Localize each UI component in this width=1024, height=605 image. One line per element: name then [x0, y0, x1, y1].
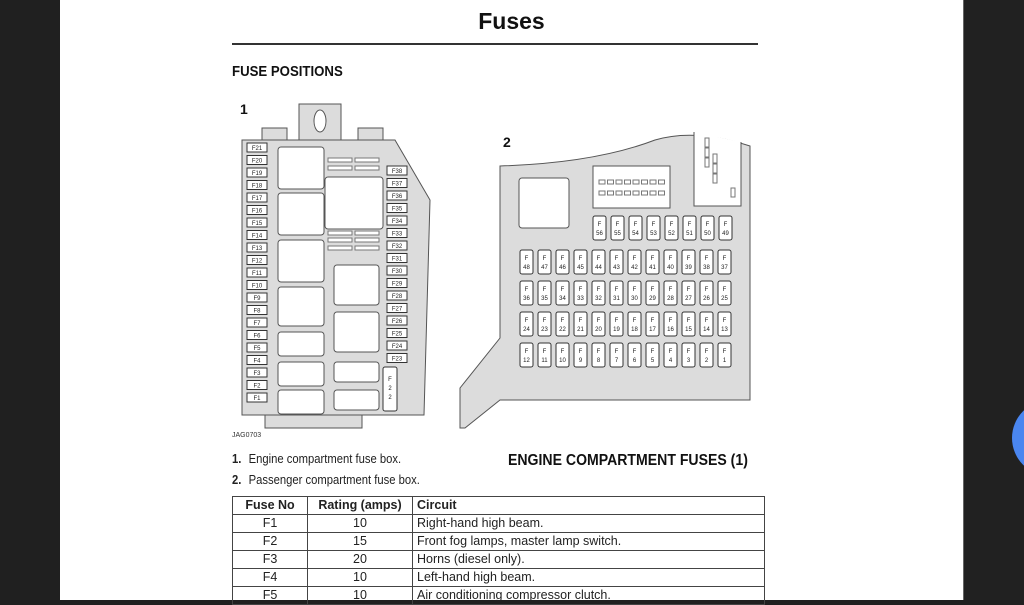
fuse-label: F	[705, 222, 710, 228]
mini-fuse	[355, 238, 379, 242]
fuse-label: F	[686, 256, 691, 262]
table-heading: ENGINE COMPARTMENT FUSES (1)	[508, 452, 748, 469]
fuse-label: 43	[613, 265, 620, 271]
fuse-label: 37	[721, 265, 728, 271]
mini-fuse	[616, 180, 622, 184]
fuse-label: F	[578, 349, 583, 355]
fuse-label: F	[614, 318, 619, 324]
fuse-label: F33	[391, 231, 403, 238]
table-row	[233, 587, 765, 605]
fuse-label: F	[542, 349, 547, 355]
fuse-label: 6	[632, 358, 637, 364]
fuse-label: F16	[251, 208, 263, 215]
mini-fuse	[608, 180, 614, 184]
fuse-label: F	[524, 256, 529, 262]
fuse-label: F	[668, 349, 673, 355]
fuse-label: 53	[650, 231, 657, 237]
engine-fuse-box-diagram	[230, 100, 440, 432]
fuse-label: F19	[251, 171, 263, 177]
figure-1-label: 1	[240, 101, 248, 117]
fuse-label: 10	[559, 358, 566, 364]
fuse-label: F29	[391, 281, 403, 288]
table-row	[233, 515, 765, 533]
mini-fuse	[625, 191, 631, 195]
fuse-label: F	[704, 287, 709, 293]
fuse-label: 2	[388, 395, 392, 401]
circuit-cell: Front fog lamps, master lamp switch.	[413, 533, 765, 551]
mini-fuse	[328, 166, 352, 170]
fuse-label: 16	[667, 327, 674, 333]
fuse-label: 1	[722, 358, 727, 364]
fuse-label: 20	[595, 327, 602, 333]
fuse-label: 34	[559, 296, 566, 302]
mini-fuse	[599, 191, 605, 195]
fuse-table	[232, 496, 765, 605]
fuse-label: F	[650, 287, 655, 293]
fuse-label: F	[597, 222, 602, 228]
fuse-label: F18	[251, 183, 263, 190]
fuse-label: F	[722, 287, 727, 293]
fuse-label: F25	[391, 331, 403, 338]
rating-cell: 10	[308, 515, 413, 533]
fuse-label: F	[632, 318, 637, 324]
fuse-label: 32	[595, 296, 602, 302]
fuse-label: 35	[541, 296, 548, 302]
fuse-label: F20	[251, 158, 263, 165]
fuse-label: F	[615, 222, 620, 228]
mini-fuse	[650, 180, 656, 184]
fuse-label: F2	[253, 383, 261, 390]
fuse-label: F1	[253, 396, 261, 402]
fuse-label: 33	[577, 296, 584, 302]
mount-hole	[314, 110, 326, 132]
fuse-label: 25	[721, 296, 728, 302]
mini-fuse	[642, 191, 648, 195]
fuse-label: 38	[703, 265, 710, 271]
side-tab	[262, 128, 287, 140]
mini-fuse	[328, 231, 352, 235]
rating-cell: 10	[308, 569, 413, 587]
fuse-label: 2	[388, 386, 392, 392]
fuse-label: 2	[704, 358, 709, 364]
mini-fuse	[355, 158, 379, 162]
relay	[278, 362, 324, 386]
fuse-label: F32	[391, 244, 403, 250]
table-row	[233, 569, 765, 587]
fuse-label: F	[560, 349, 565, 355]
fuse-label: 50	[704, 231, 711, 237]
fuse-label: 39	[685, 265, 692, 271]
fuse-label: 11	[541, 358, 548, 364]
fuse-label: F	[704, 349, 709, 355]
fuse-label: F14	[251, 233, 263, 240]
fuse-label: F	[542, 256, 547, 262]
mini-fuse	[731, 188, 735, 197]
mini-fuse	[328, 158, 352, 162]
fuse-label: F	[722, 349, 727, 355]
fuse-label: F	[633, 222, 638, 228]
mini-fuse	[633, 180, 639, 184]
fuse-label: 24	[523, 327, 530, 333]
fuse-cell: F1	[233, 515, 308, 533]
fuse-cell: F2	[233, 533, 308, 551]
fuse-label: 17	[649, 327, 656, 333]
fuse-label: F	[722, 318, 727, 324]
circuit-cell: Right-hand high beam.	[413, 515, 765, 533]
relay	[334, 265, 379, 305]
fuse-label: 54	[632, 231, 639, 237]
document-page	[60, 0, 963, 600]
fuse-label: 55	[614, 231, 621, 237]
fuse-label: F	[596, 318, 601, 324]
fuse-label: F3	[253, 371, 261, 377]
mini-fuse	[616, 191, 622, 195]
mini-fuse	[328, 238, 352, 242]
legend-item: 1. Engine compartment fuse box.	[232, 452, 402, 466]
fuse-label: F5	[253, 346, 261, 352]
fuse-label: F	[651, 222, 656, 228]
section-heading: FUSE POSITIONS	[232, 63, 343, 80]
table-header-row	[233, 497, 765, 515]
legend-item: 2. Passenger compartment fuse box.	[232, 473, 420, 487]
fuse-label: F26	[391, 319, 403, 325]
fuse-label: 56	[596, 231, 603, 237]
fuse-label: F30	[391, 269, 403, 275]
fuse-label: 52	[668, 231, 675, 237]
relay	[278, 147, 324, 189]
fuse-label: F37	[391, 181, 403, 188]
fuse-label: F	[560, 287, 565, 293]
relay	[334, 390, 379, 410]
fuse-label: 5	[650, 358, 655, 364]
fuse-label: F15	[251, 221, 263, 227]
fuse-label: 31	[613, 296, 620, 302]
mini-fuse	[355, 166, 379, 170]
fuse-label: F24	[391, 344, 403, 350]
rating-cell: 15	[308, 533, 413, 551]
circuit-cell: Left-hand high beam.	[413, 569, 765, 587]
relay	[325, 177, 383, 229]
figure-2-label: 2	[503, 134, 511, 150]
fuse-label: F	[722, 256, 727, 262]
fuse-label: 21	[577, 327, 584, 333]
relay	[519, 178, 569, 228]
table-row	[233, 551, 765, 569]
fuse-label: F11	[252, 271, 262, 277]
fuse-label: 30	[631, 296, 638, 302]
relay	[278, 240, 324, 282]
fuse-label: F38	[391, 169, 403, 175]
mini-fuse-block	[593, 166, 670, 208]
fuse-label: 22	[559, 327, 566, 333]
rating-cell: 10	[308, 587, 413, 605]
relay	[334, 362, 379, 382]
fuse-label: F	[578, 318, 583, 324]
relay	[334, 312, 379, 352]
fuse-label: 3	[686, 358, 691, 364]
fuse-label: 41	[649, 265, 656, 271]
mini-fuse	[608, 191, 614, 195]
fuse-label: F	[686, 318, 691, 324]
fuse-label: 27	[685, 296, 692, 302]
mini-fuse	[705, 138, 709, 147]
fuse-label: 19	[613, 327, 620, 333]
passenger-fuse-box-diagram	[455, 128, 755, 433]
fuse-label: 23	[541, 327, 548, 333]
relay	[278, 193, 324, 235]
fuse-label: F	[650, 256, 655, 262]
fuse-label: F	[632, 349, 637, 355]
fuse-label: F	[686, 287, 691, 293]
fuse-label: F	[524, 349, 529, 355]
mini-fuse	[625, 180, 631, 184]
page-title: Fuses	[478, 8, 545, 34]
mini-fuse	[599, 180, 605, 184]
mini-fuse	[705, 158, 709, 167]
fuse-label: F	[560, 318, 565, 324]
fuse-label: F	[596, 287, 601, 293]
fuse-label: F28	[391, 294, 403, 300]
fuse-label: F	[578, 287, 583, 293]
mini-fuse	[633, 191, 639, 195]
fuse-label: 26	[703, 296, 710, 302]
fuse-label: 15	[685, 327, 692, 333]
fuse-label: 9	[578, 358, 583, 364]
fuse-label: 13	[721, 327, 728, 333]
mini-fuse	[659, 191, 665, 195]
fuse-label: 8	[596, 358, 601, 364]
fuse-label: F9	[253, 296, 261, 302]
relay	[278, 332, 324, 356]
fuse-label: F36	[391, 194, 403, 200]
mini-fuse	[328, 246, 352, 250]
fuse-label: F10	[251, 283, 263, 290]
mini-fuse	[713, 154, 717, 163]
fuse-label: F	[686, 349, 691, 355]
mini-fuse	[355, 246, 379, 250]
fuse-label: 49	[722, 231, 729, 237]
fuse-label: 45	[577, 265, 584, 271]
fuse-label: F	[723, 222, 728, 228]
fuse-label: F21	[251, 146, 263, 152]
side-tab	[358, 128, 383, 140]
fuse-label: F8	[253, 308, 261, 315]
table-row	[233, 533, 765, 551]
fuse-label: F7	[253, 321, 261, 327]
fuse-label: F35	[391, 206, 403, 213]
relay	[278, 287, 324, 326]
relay	[278, 390, 324, 414]
fuse-label: F	[650, 318, 655, 324]
mini-fuse	[659, 180, 665, 184]
fuse-label: F	[632, 256, 637, 262]
col-fuse-no: Fuse No	[233, 497, 308, 515]
col-rating: Rating (amps)	[308, 497, 413, 515]
fuse-label: F	[704, 318, 709, 324]
fuse-label: 29	[649, 296, 656, 302]
fuse-label: F27	[391, 306, 403, 313]
fuse-label: 36	[523, 296, 530, 302]
fuse-label: F23	[391, 356, 403, 363]
fuse-label: 42	[631, 265, 638, 271]
viewer-right-rail	[963, 0, 1024, 600]
fuse-label: F31	[391, 256, 403, 263]
fuse-label: F	[596, 349, 601, 355]
mini-fuse	[642, 180, 648, 184]
fuse-label: F17	[251, 196, 263, 202]
title-rule	[232, 43, 758, 45]
mini-fuse	[705, 148, 709, 157]
fuse-label: 7	[614, 358, 619, 364]
circuit-cell: Air conditioning compressor clutch.	[413, 587, 765, 605]
fuse-cell: F3	[233, 551, 308, 569]
fuse-label: F	[632, 287, 637, 293]
figure-code: JAG0703	[232, 432, 262, 439]
fuse-label: F	[668, 256, 673, 262]
fuse-label: F	[650, 349, 655, 355]
fuse-cell: F4	[233, 569, 308, 587]
fuse-cell: F5	[233, 587, 308, 605]
fuse-label: F6	[253, 333, 261, 340]
fuse-label: F	[596, 256, 601, 262]
fuse-label: 12	[523, 358, 530, 364]
fuse-label: 44	[595, 265, 602, 271]
fuse-label: F	[524, 287, 529, 293]
fuse-label: 14	[703, 327, 710, 333]
mini-fuse	[355, 231, 379, 235]
fuse-label: F	[542, 318, 547, 324]
mini-fuse	[713, 164, 717, 173]
fuse-label: F	[388, 377, 392, 383]
fuse-label: 40	[667, 265, 674, 271]
fuse-label: F12	[251, 258, 263, 265]
fuse-label: F	[614, 256, 619, 262]
circuit-cell: Horns (diesel only).	[413, 551, 765, 569]
fuse-label: F	[687, 222, 692, 228]
fuse-label: 28	[667, 296, 674, 302]
fuse-label: 51	[686, 231, 693, 237]
fuse-label: 47	[541, 265, 548, 271]
fuse-label: F	[524, 318, 529, 324]
fuse-label: F	[669, 222, 674, 228]
fuse-label: F13	[251, 246, 263, 252]
fuse-label: F	[560, 256, 565, 262]
fuse-label: 46	[559, 265, 566, 271]
fuse-label: F	[614, 349, 619, 355]
fuse-label: F	[704, 256, 709, 262]
fuse-label: F	[614, 287, 619, 293]
mini-fuse	[650, 191, 656, 195]
fuse-label: 48	[523, 265, 530, 271]
fuse-label: F	[668, 318, 673, 324]
bottom-tab	[265, 415, 362, 428]
fuse-label: F	[542, 287, 547, 293]
fuse-label: F34	[391, 219, 403, 225]
fuse-label: 4	[668, 358, 673, 364]
fuse-label: 18	[631, 327, 638, 333]
fuse-label: F	[668, 287, 673, 293]
mini-fuse	[713, 174, 717, 183]
rating-cell: 20	[308, 551, 413, 569]
fuse-label: F	[578, 256, 583, 262]
fuse-label: F4	[253, 358, 261, 365]
col-circuit: Circuit	[413, 497, 765, 515]
